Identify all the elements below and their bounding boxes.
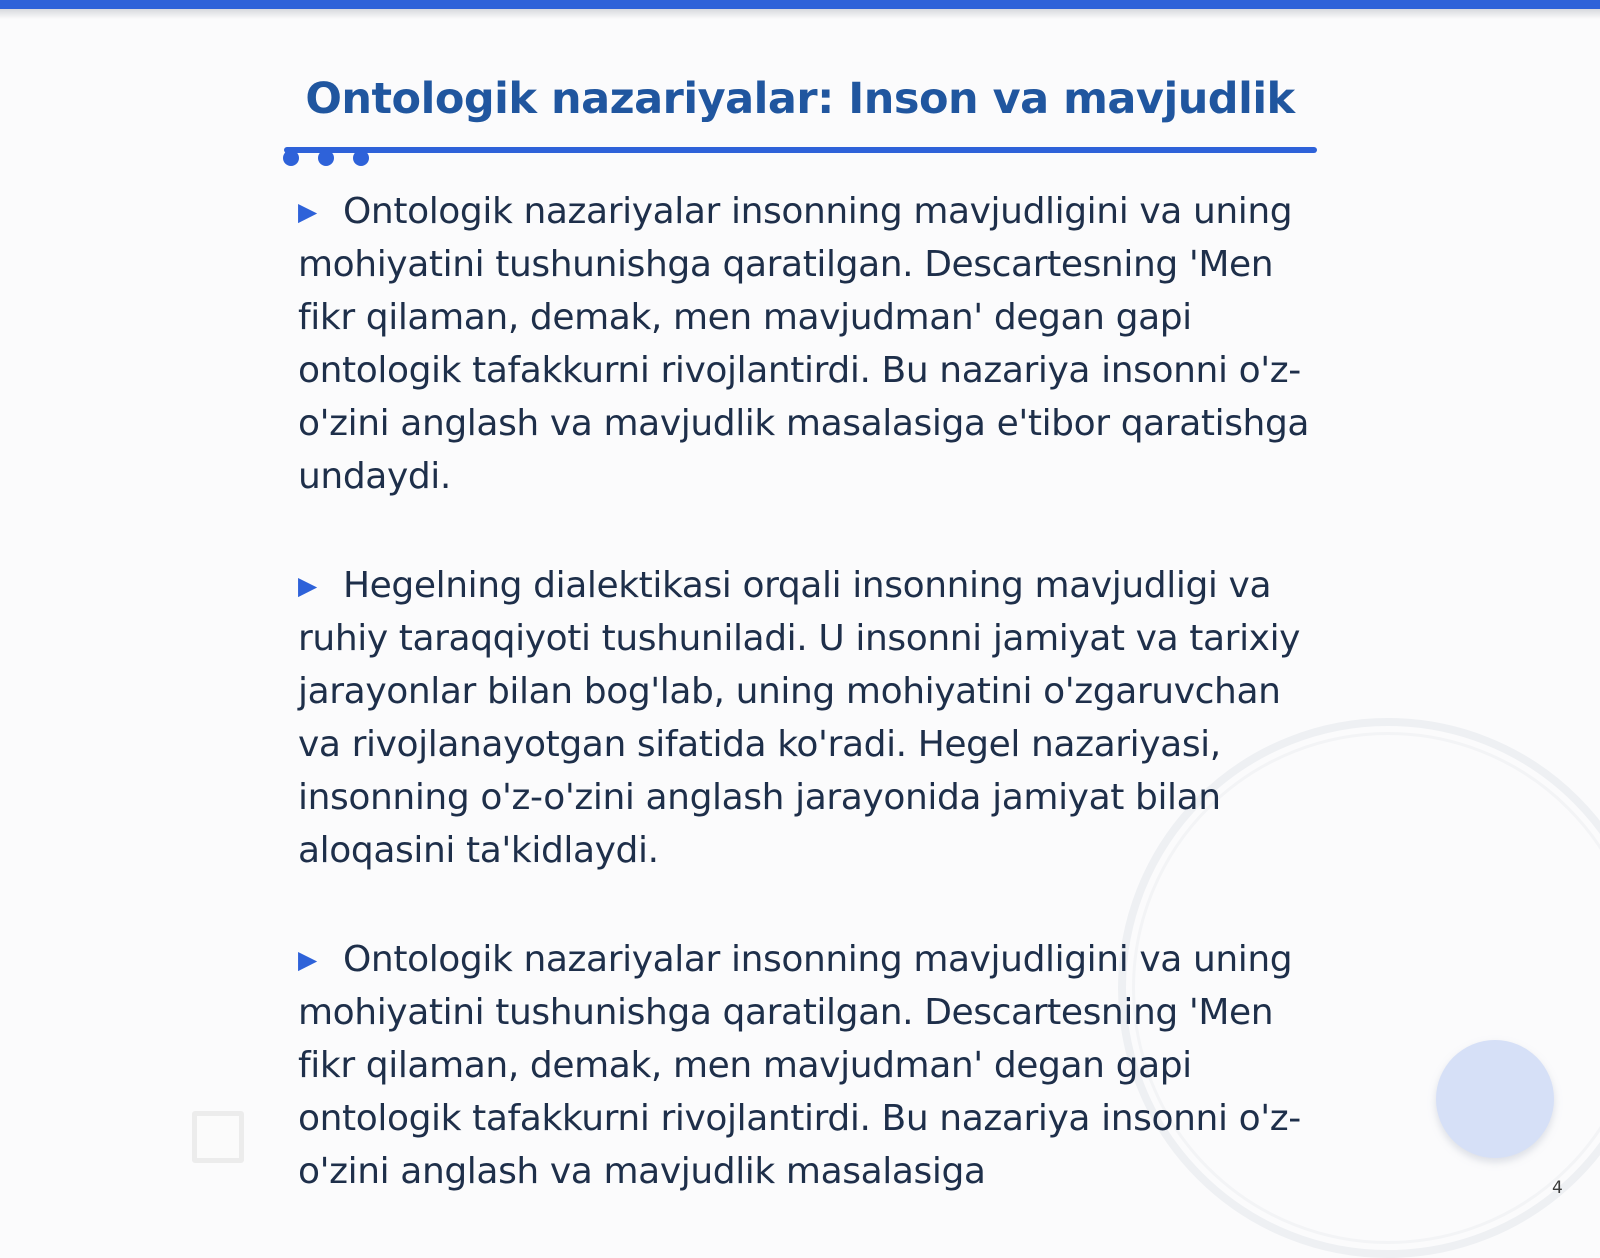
title-underline bbox=[284, 147, 1317, 153]
underline-dot bbox=[353, 150, 369, 166]
decorative-square bbox=[192, 1111, 244, 1163]
bullet-paragraph bbox=[298, 559, 1310, 877]
paragraph-text: Ontologik nazariyalar insonning mavjudligini va uning mohiyatini tushunishga qaratilgan. Descartesning 'Men fikr qilaman, demak, men mavjudman' degan gapi ontologik tafakkurni rivojlantirdi. Bu nazariya insonni o'z-o'zini anglash va mavjudlik masalasiga e'tibor qaratishga undaydi. bbox=[298, 191, 1310, 497]
page-number: 4 bbox=[1552, 1178, 1563, 1198]
bullet-paragraph bbox=[298, 933, 1310, 1198]
slide-body bbox=[298, 185, 1310, 1254]
bullet-paragraph bbox=[298, 185, 1310, 503]
underline-dot bbox=[318, 150, 334, 166]
bullet-arrow-icon: ▶ bbox=[298, 945, 317, 974]
top-bar-shadow bbox=[0, 9, 1600, 19]
paragraph-text: Ontologik nazariyalar insonning mavjudligini va uning mohiyatini tushunishga qaratilgan. Descartesning 'Men fikr qilaman, demak, men mavjudman' degan gapi ontologik tafakkurni rivojlantirdi. Bu nazariya insonni o'z-o'zini anglash va mavjudlik masalasiga bbox=[298, 939, 1301, 1192]
paragraph-text: Hegelning dialektikasi orqali insonning mavjudligi va ruhiy taraqqiyoti tushuniladi. U insonni jamiyat va tarixiy jarayonlar bilan bog'lab, uning mohiyatini o'zgaruvchan va rivojlanayotgan sifatida ko'radi. Hegel nazariyasi, insonning o'z-o'zini anglash jarayonida jamiyat bilan aloqasini ta'kidlaydi. bbox=[298, 565, 1301, 871]
slide-title: Ontologik nazariyalar: Inson va mavjudlik bbox=[305, 74, 1295, 124]
bullet-arrow-icon: ▶ bbox=[298, 197, 317, 226]
underline-dot bbox=[283, 150, 299, 166]
bullet-arrow-icon: ▶ bbox=[298, 571, 317, 600]
decorative-blue-circle bbox=[1436, 1040, 1554, 1158]
top-accent-bar bbox=[0, 0, 1600, 9]
